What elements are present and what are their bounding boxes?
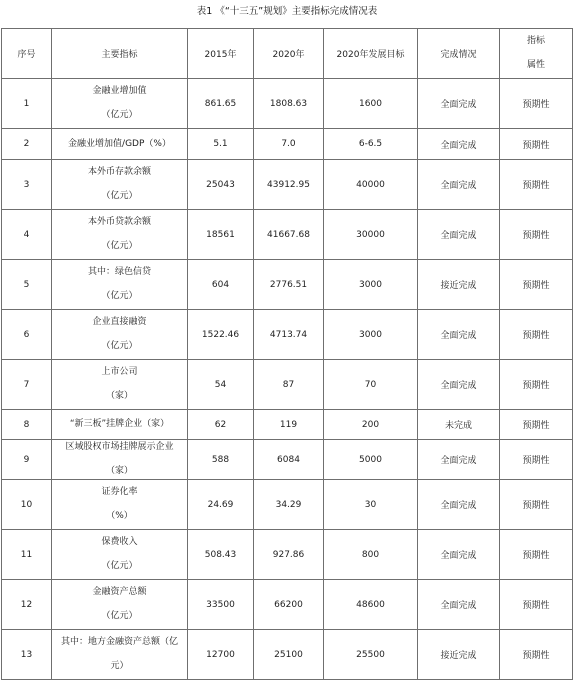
cell-target: 6-6.5 (324, 129, 418, 160)
cell-no: 12 (2, 580, 52, 630)
cell-status: 全面完成 (418, 79, 500, 129)
header-cell-status: 完成情况 (418, 29, 500, 79)
indicator-line: 保费收入 (101, 537, 138, 547)
indicator-line: （亿元） (101, 241, 138, 251)
cell-no: 8 (2, 410, 52, 440)
cell-2020: 119 (254, 410, 324, 440)
cell-indicator (52, 129, 188, 160)
cell-2015: 1522.46 (188, 310, 254, 360)
header-cell-no: 序号 (2, 29, 52, 79)
table-row (2, 160, 573, 210)
indicator-line: 其中：绿色信贷 (87, 267, 151, 277)
cell-2020: 87 (254, 360, 324, 410)
cell-target: 30 (324, 480, 418, 530)
table-row (2, 440, 573, 480)
indicator-line: 金融业增加值 (92, 86, 147, 96)
cell-attribute: 预期性 (500, 160, 573, 210)
cell-indicator (52, 160, 188, 210)
indicator-line: 区域股权市场挂牌展示企业 (65, 442, 174, 452)
cell-status: 接近完成 (418, 260, 500, 310)
cell-no: 7 (2, 360, 52, 410)
table-row (2, 530, 573, 580)
cell-attribute: 预期性 (500, 129, 573, 160)
cell-2020: 1808.63 (254, 79, 324, 129)
indicator-line: （亿元） (101, 611, 138, 621)
cell-2015: 12700 (188, 630, 254, 680)
indicator-line: （亿元） (101, 191, 138, 201)
cell-2020: 927.86 (254, 530, 324, 580)
cell-no: 9 (2, 440, 52, 480)
header-attr-line-2: 属性 (526, 60, 545, 70)
cell-attribute: 预期性 (500, 360, 573, 410)
indicator-line: （亿元） (101, 291, 138, 301)
header-cell-2015: 2015年 (188, 29, 254, 79)
indicator-line: 金融资产总额 (92, 587, 147, 597)
cell-attribute: 预期性 (500, 410, 573, 440)
cell-attribute: 预期性 (500, 440, 573, 480)
cell-indicator (52, 530, 188, 580)
cell-target: 200 (324, 410, 418, 440)
cell-no: 3 (2, 160, 52, 210)
cell-attribute: 预期性 (500, 580, 573, 630)
cell-target: 25500 (324, 630, 418, 680)
cell-no: 2 (2, 129, 52, 160)
cell-2020: 66200 (254, 580, 324, 630)
cell-2015: 62 (188, 410, 254, 440)
table-body (2, 79, 573, 680)
cell-attribute: 预期性 (500, 210, 573, 260)
cell-status: 全面完成 (418, 480, 500, 530)
table-row (2, 79, 573, 129)
cell-status: 全面完成 (418, 310, 500, 360)
cell-attribute: 预期性 (500, 310, 573, 360)
cell-2015: 588 (188, 440, 254, 480)
table-row (2, 580, 573, 630)
indicator-line: 上市公司 (101, 367, 138, 377)
cell-2015: 18561 (188, 210, 254, 260)
indicator-line: 其中：地方金融资产总额（亿 (60, 637, 178, 647)
cell-target: 1600 (324, 79, 418, 129)
cell-2020: 2776.51 (254, 260, 324, 310)
cell-2020: 4713.74 (254, 310, 324, 360)
cell-2015: 861.65 (188, 79, 254, 129)
cell-2020: 25100 (254, 630, 324, 680)
cell-indicator (52, 440, 188, 480)
cell-2015: 54 (188, 360, 254, 410)
cell-attribute: 预期性 (500, 260, 573, 310)
indicator-line: 本外币贷款余额 (87, 217, 151, 227)
cell-target: 70 (324, 360, 418, 410)
cell-status: 全面完成 (418, 210, 500, 260)
cell-2015: 604 (188, 260, 254, 310)
cell-status: 接近完成 (418, 630, 500, 680)
indicator-line: （亿元） (101, 561, 138, 571)
indicator-line: 企业直接融资 (92, 317, 147, 327)
indicator-line: 证券化率 (101, 487, 138, 497)
indicator-line: 元） (110, 661, 129, 671)
cell-2020: 6084 (254, 440, 324, 480)
cell-no: 4 (2, 210, 52, 260)
cell-target: 40000 (324, 160, 418, 210)
cell-indicator (52, 480, 188, 530)
cell-no: 6 (2, 310, 52, 360)
table-row (2, 210, 573, 260)
cell-attribute: 预期性 (500, 530, 573, 580)
cell-attribute: 预期性 (500, 630, 573, 680)
cell-indicator (52, 210, 188, 260)
header-row (2, 29, 573, 79)
header-cell-2020: 2020年 (254, 29, 324, 79)
header-attr-line-1: 指标 (526, 36, 545, 46)
cell-2020: 43912.95 (254, 160, 324, 210)
cell-indicator (52, 360, 188, 410)
cell-target: 30000 (324, 210, 418, 260)
indicator-line: 本外币存款余额 (87, 167, 151, 177)
cell-2015: 33500 (188, 580, 254, 630)
table-row (2, 260, 573, 310)
cell-indicator (52, 580, 188, 630)
cell-indicator (52, 310, 188, 360)
cell-target: 3000 (324, 260, 418, 310)
cell-indicator (52, 260, 188, 310)
indicator-line: （%） (106, 511, 133, 521)
table-row (2, 360, 573, 410)
header-cell-target: 2020年发展目标 (324, 29, 418, 79)
table-row (2, 480, 573, 530)
cell-2015: 25043 (188, 160, 254, 210)
cell-status: 未完成 (418, 410, 500, 440)
cell-2020: 7.0 (254, 129, 324, 160)
header-cell-attribute (500, 29, 573, 79)
indicator-line: （家） (105, 466, 133, 476)
cell-2020: 34.29 (254, 480, 324, 530)
cell-no: 5 (2, 260, 52, 310)
cell-2015: 24.69 (188, 480, 254, 530)
cell-indicator (52, 79, 188, 129)
cell-2015: 5.1 (188, 129, 254, 160)
indicator-line: （家） (105, 391, 133, 401)
cell-target: 48600 (324, 580, 418, 630)
cell-target: 800 (324, 530, 418, 580)
cell-no: 1 (2, 79, 52, 129)
cell-2020: 41667.68 (254, 210, 324, 260)
header-cell-indicator: 主要指标 (52, 29, 188, 79)
table-row (2, 310, 573, 360)
table-caption: 表1 《“十三五”规划》主要指标完成情况表 (196, 6, 378, 17)
cell-status: 全面完成 (418, 129, 500, 160)
cell-indicator (52, 630, 188, 680)
indicator-line: 金融业增加值/GDP（%） (68, 138, 171, 149)
cell-no: 11 (2, 530, 52, 580)
table-row (2, 129, 573, 160)
indicator-line: （亿元） (101, 110, 138, 120)
cell-indicator (52, 410, 188, 440)
cell-status: 全面完成 (418, 580, 500, 630)
cell-target: 3000 (324, 310, 418, 360)
cell-no: 10 (2, 480, 52, 530)
cell-status: 全面完成 (418, 360, 500, 410)
cell-2015: 508.43 (188, 530, 254, 580)
cell-attribute: 预期性 (500, 79, 573, 129)
cell-status: 全面完成 (418, 530, 500, 580)
table-row (2, 630, 573, 680)
table-row (2, 410, 573, 440)
indicator-table (1, 28, 573, 680)
cell-status: 全面完成 (418, 440, 500, 480)
cell-status: 全面完成 (418, 160, 500, 210)
cell-target: 5000 (324, 440, 418, 480)
cell-no: 13 (2, 630, 52, 680)
cell-attribute: 预期性 (500, 480, 573, 530)
indicator-line: “新三板”挂牌企业（家） (69, 419, 170, 429)
indicator-line: （亿元） (101, 341, 138, 351)
